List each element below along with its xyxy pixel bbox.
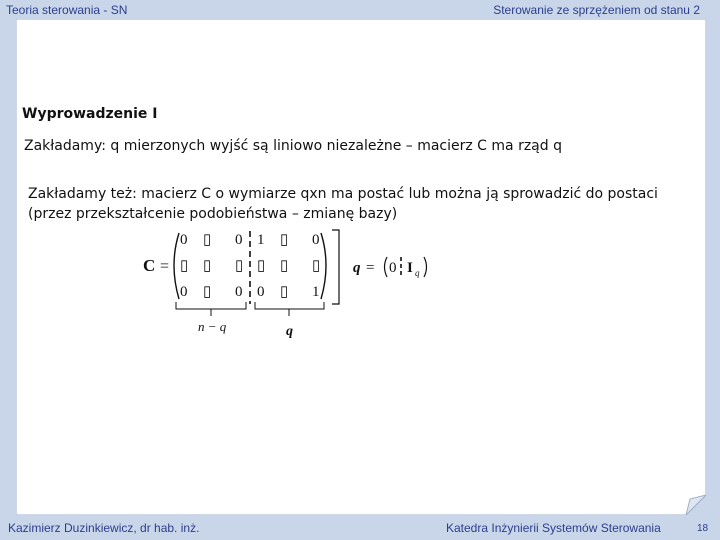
- header-lecture-title: Sterowanie ze sprzężeniem od stanu 2: [493, 3, 700, 17]
- matrix-equation: [16, 19, 706, 515]
- matrix-cell-r2c1: ▯: [180, 258, 189, 274]
- footer-author: Kazimierz Duzinkiewicz, dr hab. inż.: [8, 521, 200, 535]
- header-course-title: Teoria sterowania - SN: [6, 3, 128, 17]
- assumption-line-1: Zakładamy: q mierzonych wyjść są liniowo niezależne – macierz C ma rząd q: [24, 138, 562, 154]
- compact-left-paren: [385, 257, 388, 277]
- matrix-cell-r1c1: 0: [180, 232, 188, 248]
- assumption-line-2: Zakładamy też: macierz C o wymiarze qxn ma postać lub można ją sprowadzić do postaci: [28, 186, 658, 202]
- underbrace-left-label: n − q: [198, 319, 227, 334]
- footer-department: Katedra Inżynierii Systemów Sterowania: [446, 521, 661, 535]
- matrix-cell-r2c4: ▯: [257, 258, 266, 274]
- matrix-cell-r1c6: 0: [312, 232, 320, 248]
- matrix-cell-r1c2: ▯: [203, 232, 212, 248]
- compact-right-paren: [424, 257, 427, 277]
- matrix-cell-r2c5: ▯: [280, 258, 289, 274]
- matrix-cell-r3c3: 0: [235, 284, 243, 300]
- page-number: 18: [697, 523, 709, 534]
- underbrace-right-label: q: [286, 324, 293, 339]
- matrix-cell-r1c3: 0: [235, 232, 243, 248]
- equals-sign: =: [160, 258, 170, 275]
- matrix-cell-r1c5: ▯: [280, 232, 289, 248]
- matrix-cell-r3c6: 1: [312, 284, 320, 300]
- matrix-cell-r3c1: 0: [180, 284, 188, 300]
- matrix-cell-r3c4: 0: [257, 284, 265, 300]
- compact-zero-block: 0: [389, 260, 397, 276]
- compact-identity-subscript: q: [415, 268, 420, 278]
- matrix-cell-r3c5: ▯: [280, 284, 289, 300]
- underbrace-right: [255, 302, 324, 316]
- slide-sheet: [16, 19, 706, 515]
- matrix-cell-r2c2: ▯: [203, 258, 212, 274]
- matrix-cell-r2c6: ▯: [312, 258, 321, 274]
- matrix-left-paren: [174, 233, 179, 299]
- section-heading: Wyprowadzenie I: [22, 106, 158, 122]
- matrix-cell-r3c2: ▯: [203, 284, 212, 300]
- matrix-cell-r2c3: ▯: [235, 258, 244, 274]
- assumption-line-3: (przez przekształcenie podobieństwa – zmianę bazy): [28, 206, 398, 222]
- grouping-bracket: [332, 230, 339, 304]
- compact-q-symbol: q: [353, 260, 361, 276]
- underbrace-left: [176, 302, 246, 316]
- matrix-c-symbol: C: [143, 256, 156, 275]
- matrix-cell-r1c4: 1: [257, 232, 265, 248]
- compact-identity: I: [407, 260, 413, 276]
- matrix-right-paren: [321, 233, 326, 299]
- compact-equals-sign: =: [366, 260, 375, 276]
